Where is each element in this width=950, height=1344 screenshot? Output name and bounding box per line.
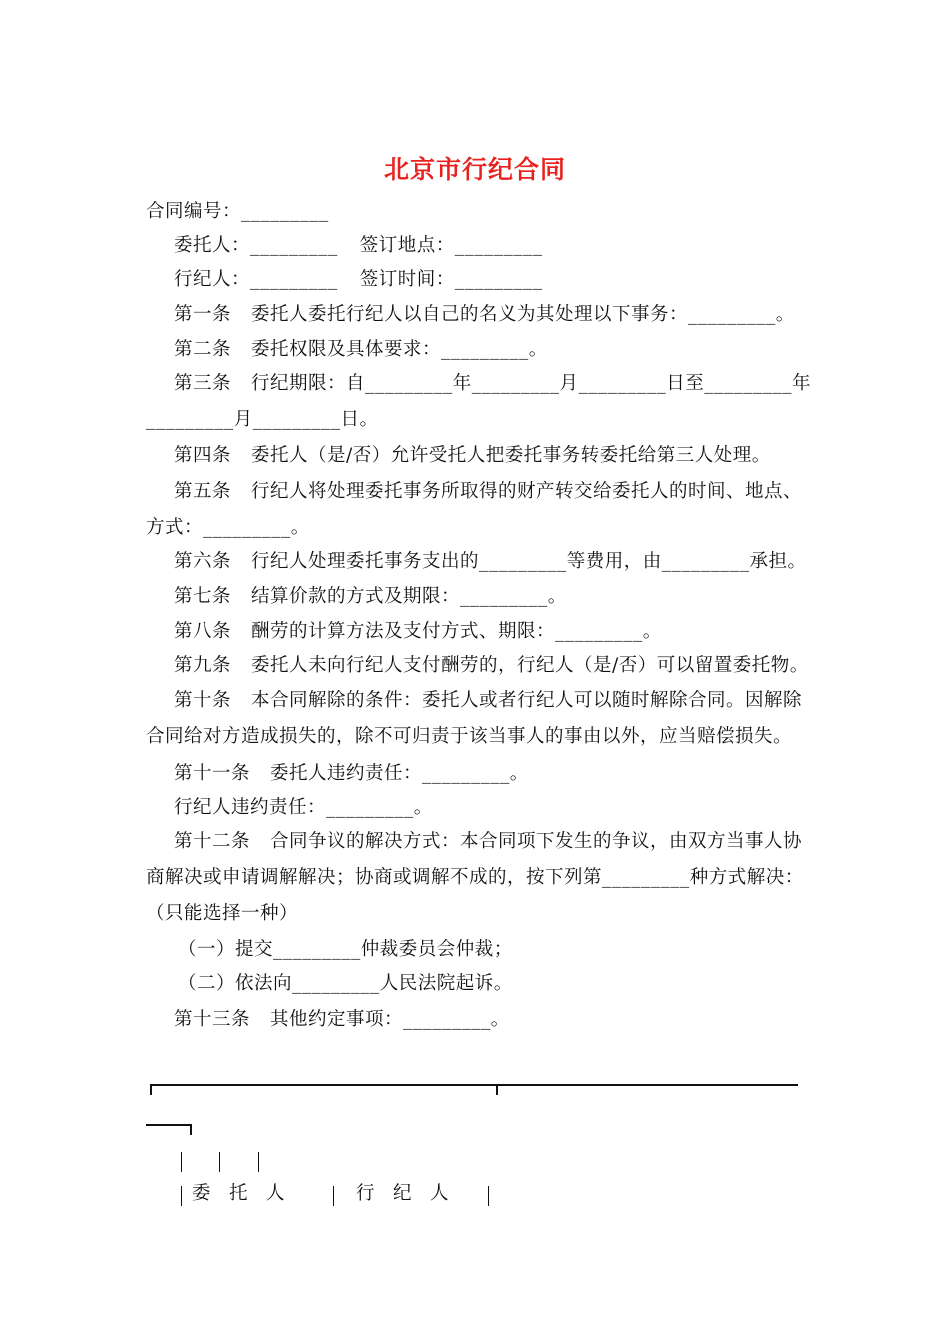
- sign-time-field: 签订时间：_________: [359, 269, 543, 290]
- table-bar: [181, 1186, 182, 1206]
- article-text: 委托权限及具体要求：_________。: [251, 339, 548, 360]
- table-bar: [333, 1186, 334, 1206]
- article-number: 第六条: [174, 551, 232, 572]
- client-row: [174, 234, 840, 258]
- article-text: 本合同解除的条件：委托人或者行纪人可以随时解除合同。因解除: [251, 690, 803, 711]
- article-9: [174, 654, 840, 678]
- article-5-continuation: 方式：_________。: [146, 517, 310, 538]
- article-10: [174, 689, 840, 713]
- article-number: 第八条: [174, 621, 232, 642]
- document-title: 北京市行纪合同: [383, 155, 566, 184]
- article-number: 第七条: [174, 586, 232, 607]
- article-text: 委托人委托行纪人以自己的名义为其处理以下事务：_________。: [251, 304, 795, 325]
- article-text: 委托人违约责任：_________。: [270, 763, 529, 784]
- article-text: 行纪人将处理委托事务所取得的财产转交给委托人的时间、地点、: [251, 481, 803, 502]
- article-3-continuation: _________月_________日。: [146, 409, 379, 430]
- article-number: 第五条: [174, 481, 232, 502]
- table-corner-right: [190, 1124, 192, 1135]
- article-text: 合同争议的解决方式：本合同项下发生的争议，由双方当事人协: [270, 831, 803, 852]
- article-12-option-2: （二）依法向_________人民法院起诉。: [178, 973, 513, 994]
- article-13: [174, 1008, 840, 1032]
- article-text: 酬劳的计算方法及支付方式、期限：_________。: [251, 621, 662, 642]
- article-number: 第一条: [174, 304, 232, 325]
- article-number: 第十条: [174, 690, 232, 711]
- table-bar: [219, 1152, 220, 1172]
- client-signature-label: 委 托 人: [192, 1183, 285, 1204]
- article-4: [174, 444, 840, 468]
- table-bar: [258, 1152, 259, 1172]
- article-12-note: （只能选择一种）: [146, 903, 299, 924]
- article-number: 第十一条: [174, 763, 251, 784]
- article-3: [174, 372, 814, 396]
- article-2: [174, 338, 840, 362]
- agent-signature-label: 行 纪 人: [356, 1183, 449, 1204]
- article-12-option-1: （一）提交_________仲裁委员会仲裁；: [178, 939, 513, 960]
- article-text: 其他约定事项：_________。: [270, 1009, 510, 1030]
- article-10-continuation: 合同给对方造成损失的，除不可归责于该当事人的事由以外，应当赔偿损失。: [146, 726, 793, 747]
- article-text: 委托人未向行纪人支付酬劳的，行纪人（是/否）可以留置委托物。: [251, 655, 809, 676]
- sign-place-field: 签订地点：_________: [359, 235, 543, 256]
- article-text: 结算价款的方式及期限：_________。: [251, 586, 567, 607]
- table-bar: [488, 1186, 489, 1206]
- article-number: 第三条: [174, 373, 232, 394]
- article-text: 委托人（是/否）允许受托人把委托事务转委托给第三人处理。: [251, 445, 771, 466]
- article-number: 第十三条: [174, 1009, 251, 1030]
- table-bar: [181, 1152, 182, 1172]
- article-11-continuation: 行纪人违约责任：_________。: [174, 797, 433, 818]
- table-divider-tick: [496, 1084, 498, 1095]
- table-corner-left: [150, 1084, 152, 1095]
- article-number: 第四条: [174, 445, 232, 466]
- table-top-border: [150, 1084, 798, 1086]
- article-text: 行纪期限：自_________年_________月_________日至_________年: [251, 373, 812, 394]
- article-8: [174, 620, 840, 644]
- article-7: [174, 585, 840, 609]
- article-number: 第二条: [174, 339, 232, 360]
- article-number: 第十二条: [174, 831, 251, 852]
- contract-number-field: 合同编号：_________: [146, 201, 329, 222]
- article-12-continuation: 商解决或申请调解解决；协商或调解不成的，按下列第_________种方式解决：: [146, 867, 804, 888]
- article-number: 第九条: [174, 655, 232, 676]
- agent-field: 行纪人：_________: [174, 269, 338, 290]
- article-12: [174, 830, 840, 854]
- article-11: [174, 762, 840, 786]
- article-5: [174, 480, 840, 504]
- agent-row: [174, 268, 840, 292]
- article-text: 行纪人处理委托事务支出的_________等费用，由_________承担。: [251, 551, 807, 572]
- article-6: [174, 550, 840, 574]
- article-1: [174, 303, 840, 327]
- table-top-border-wrap: [146, 1124, 192, 1126]
- client-field: 委托人：_________: [174, 235, 338, 256]
